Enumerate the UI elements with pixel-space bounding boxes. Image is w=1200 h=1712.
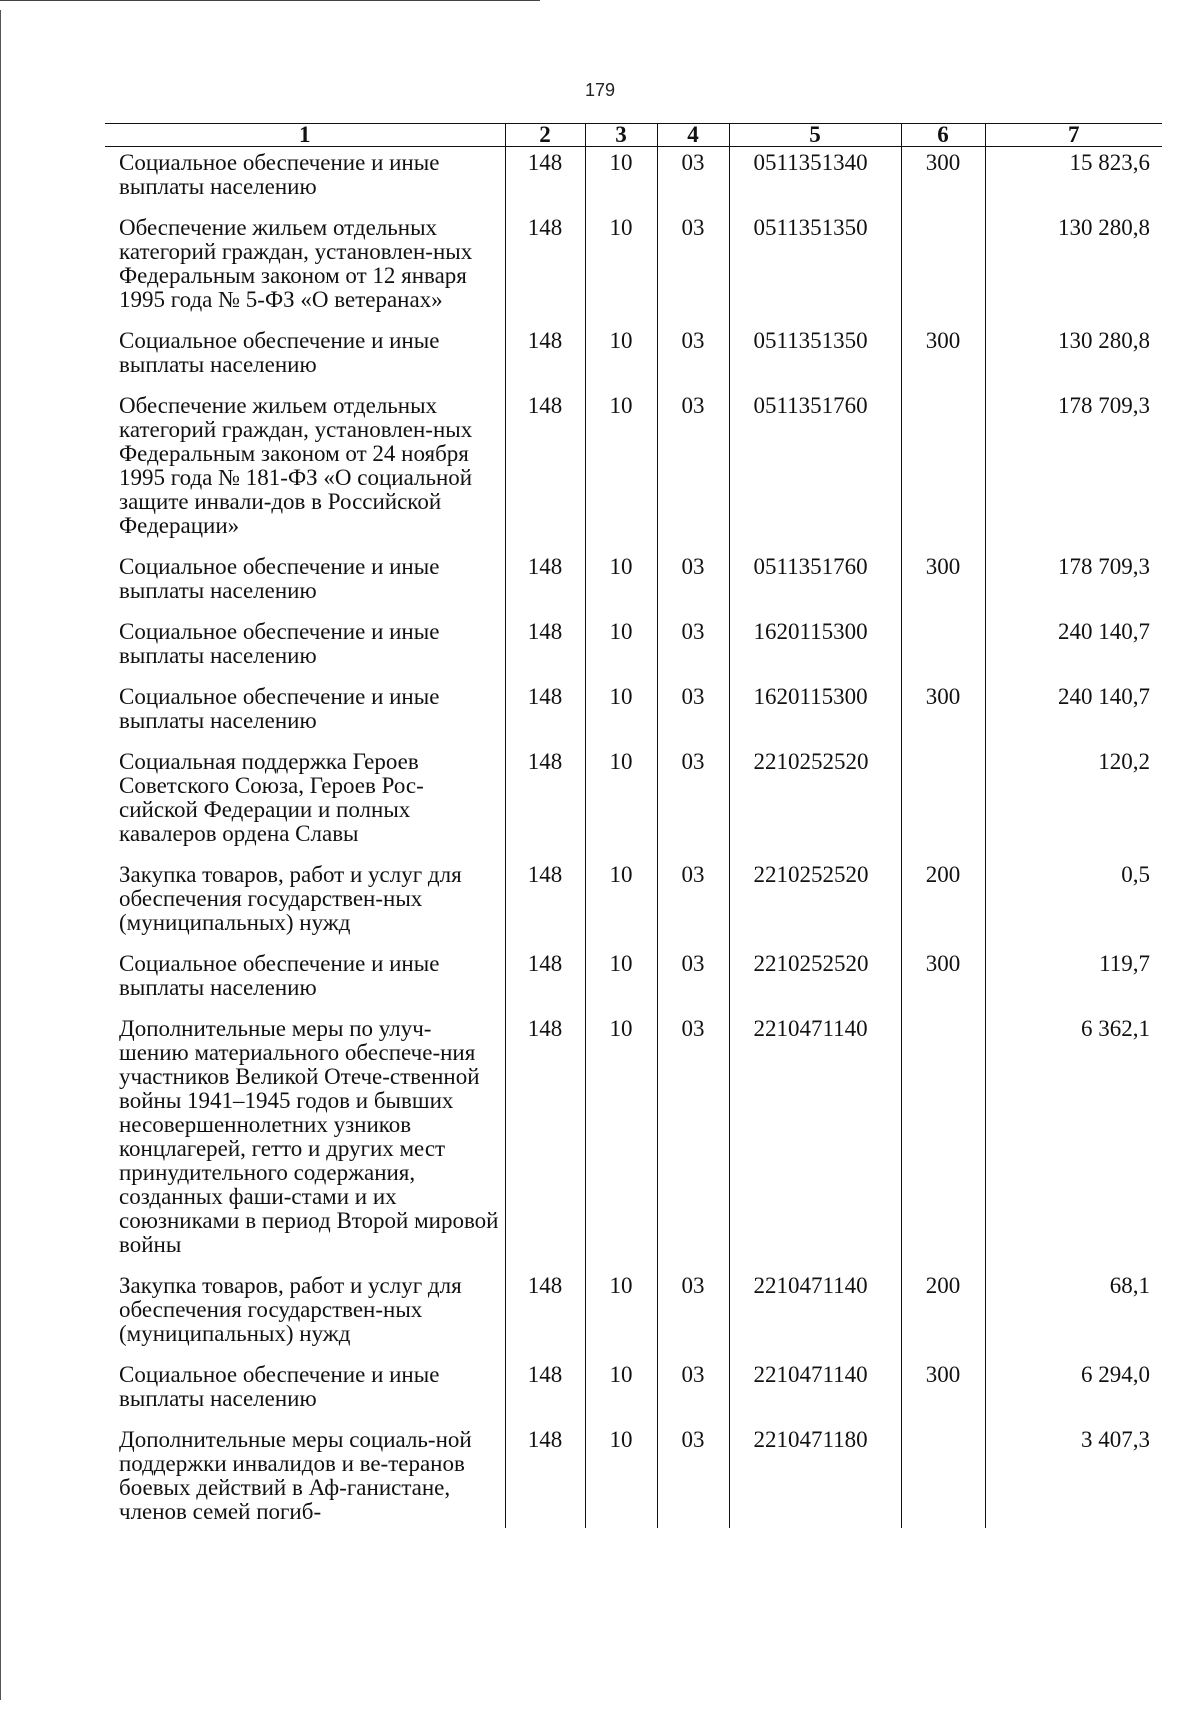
row-name-cell: Социальное обеспечение и иные выплаты населению — [119, 951, 440, 1000]
row-col6-cell — [901, 1017, 985, 1274]
row-col7-cell: 130 280,8 — [985, 329, 1162, 394]
row-name-cell: Закупка товаров, работ и услуг для обеспечения государствен-ных (муниципальных) нужд — [119, 862, 462, 935]
row-col3-cell: 10 — [585, 329, 657, 394]
row-col7-cell: 68,1 — [985, 1274, 1162, 1363]
row-col5-cell: 0511351340 — [729, 147, 901, 217]
row-col4-cell: 03 — [657, 147, 729, 217]
row-name-cell: Обеспечение жильем отдельных категорий граждан, установлен-ных Федеральным законом от 12 января 1995 года № 5-ФЗ «О ветеранах» — [119, 215, 473, 312]
row-col6-cell: 200 — [901, 863, 985, 952]
row-col3-cell: 10 — [585, 394, 657, 555]
table-row — [105, 1363, 1162, 1428]
row-col5-cell: 0511351350 — [729, 329, 901, 394]
row-col3-cell: 10 — [585, 1363, 657, 1428]
row-col5-cell: 2210252520 — [729, 863, 901, 952]
row-col4-cell: 03 — [657, 1017, 729, 1274]
row-col7-cell: 0,5 — [985, 863, 1162, 952]
row-col3-cell: 10 — [585, 620, 657, 685]
row-col4-cell: 03 — [657, 216, 729, 329]
row-col6-cell: 300 — [901, 147, 985, 217]
row-col2-cell: 148 — [505, 1428, 585, 1528]
row-col2-cell: 148 — [505, 620, 585, 685]
row-col4-cell: 03 — [657, 620, 729, 685]
row-col4-cell: 03 — [657, 750, 729, 863]
row-col3-cell: 10 — [585, 1017, 657, 1274]
table-row — [105, 1428, 1162, 1528]
row-col2-cell: 148 — [505, 1017, 585, 1274]
row-col6-cell — [901, 216, 985, 329]
row-col4-cell: 03 — [657, 685, 729, 750]
row-col5-cell: 1620115300 — [729, 685, 901, 750]
row-col2-cell: 148 — [505, 216, 585, 329]
column-header-1: 1 — [105, 124, 505, 147]
row-col5-cell: 2210471180 — [729, 1428, 901, 1528]
row-col7-cell: 240 140,7 — [985, 620, 1162, 685]
row-col5-cell: 0511351760 — [729, 555, 901, 620]
row-col2-cell: 148 — [505, 329, 585, 394]
row-name-cell: Дополнительные меры по улуч-шению материального обеспече-ния участников Великой Отече-ственной войны 1941–1945 годов и бывших несовершеннолетних узников концлагерей, гетто и других мест принудительного содержания, созданных фаши-стами и их союзниками в период Второй мировой войны — [119, 1016, 499, 1257]
table-row — [105, 863, 1162, 952]
row-col2-cell: 148 — [505, 952, 585, 1017]
row-col4-cell: 03 — [657, 952, 729, 1017]
row-col4-cell: 03 — [657, 394, 729, 555]
row-name-cell: Социальное обеспечение и иные выплаты населению — [119, 1362, 440, 1411]
row-col3-cell: 10 — [585, 1274, 657, 1363]
row-name-cell: Социальное обеспечение и иные выплаты населению — [119, 619, 440, 668]
row-col3-cell: 10 — [585, 685, 657, 750]
row-col7-cell: 178 709,3 — [985, 555, 1162, 620]
budget-table — [105, 123, 1162, 1528]
row-col7-cell: 6 362,1 — [985, 1017, 1162, 1274]
row-col2-cell: 148 — [505, 1363, 585, 1428]
row-name-cell: Закупка товаров, работ и услуг для обеспечения государствен-ных (муниципальных) нужд — [119, 1273, 462, 1346]
column-header-4: 4 — [657, 124, 729, 147]
table-header-row — [105, 124, 1162, 147]
table-row — [105, 685, 1162, 750]
row-col7-cell: 120,2 — [985, 750, 1162, 863]
column-header-6: 6 — [901, 124, 985, 147]
row-col4-cell: 03 — [657, 1274, 729, 1363]
row-col4-cell: 03 — [657, 555, 729, 620]
table-row — [105, 394, 1162, 555]
row-col7-cell: 178 709,3 — [985, 394, 1162, 555]
row-col7-cell: 240 140,7 — [985, 685, 1162, 750]
row-col4-cell: 03 — [657, 863, 729, 952]
row-col6-cell — [901, 394, 985, 555]
page-number: 179 — [584, 80, 616, 100]
row-col6-cell: 200 — [901, 1274, 985, 1363]
row-col5-cell: 1620115300 — [729, 620, 901, 685]
row-col5-cell: 0511351760 — [729, 394, 901, 555]
row-col2-cell: 148 — [505, 1274, 585, 1363]
row-name-cell: Дополнительные меры социаль-ной поддержки инвалидов и ве-теранов боевых действий в Аф-ганистане, членов семей погиб- — [119, 1427, 472, 1524]
column-header-7: 7 — [985, 124, 1162, 147]
row-col6-cell: 300 — [901, 329, 985, 394]
row-col4-cell: 03 — [657, 1428, 729, 1528]
row-col2-cell: 148 — [505, 147, 585, 217]
table-row — [105, 147, 1162, 217]
table-row — [105, 620, 1162, 685]
row-col6-cell: 300 — [901, 1363, 985, 1428]
row-col3-cell: 10 — [585, 952, 657, 1017]
row-col4-cell: 03 — [657, 1363, 729, 1428]
column-header-3: 3 — [585, 124, 657, 147]
row-col2-cell: 148 — [505, 863, 585, 952]
row-col7-cell: 3 407,3 — [985, 1428, 1162, 1528]
row-name-cell: Социальное обеспечение и иные выплаты населению — [119, 684, 440, 733]
row-col6-cell: 300 — [901, 685, 985, 750]
table-row — [105, 555, 1162, 620]
table-row — [105, 952, 1162, 1017]
row-name-cell: Социальное обеспечение и иные выплаты населению — [119, 150, 440, 199]
row-col5-cell: 2210471140 — [729, 1274, 901, 1363]
table-row — [105, 329, 1162, 394]
left-edge-rule — [0, 10, 1, 1700]
row-col6-cell — [901, 1428, 985, 1528]
row-col5-cell: 2210252520 — [729, 952, 901, 1017]
row-col7-cell: 119,7 — [985, 952, 1162, 1017]
row-name-cell: Социальная поддержка Героев Советского Союза, Героев Рос-сийской Федерации и полных кавалеров ордена Славы — [119, 749, 424, 846]
row-col6-cell — [901, 750, 985, 863]
row-col2-cell: 148 — [505, 750, 585, 863]
row-col6-cell: 300 — [901, 555, 985, 620]
row-col3-cell: 10 — [585, 147, 657, 217]
row-name-cell: Социальное обеспечение и иные выплаты населению — [119, 554, 440, 603]
top-edge-rule — [0, 0, 540, 1]
column-header-5: 5 — [729, 124, 901, 147]
row-col2-cell: 148 — [505, 394, 585, 555]
row-col3-cell: 10 — [585, 555, 657, 620]
row-col5-cell: 2210471140 — [729, 1363, 901, 1428]
row-col2-cell: 148 — [505, 555, 585, 620]
table-row — [105, 750, 1162, 863]
table-row — [105, 216, 1162, 329]
row-col7-cell: 130 280,8 — [985, 216, 1162, 329]
table-row — [105, 1274, 1162, 1363]
row-col5-cell: 2210471140 — [729, 1017, 901, 1274]
row-col5-cell: 0511351350 — [729, 216, 901, 329]
row-col5-cell: 2210252520 — [729, 750, 901, 863]
row-col7-cell: 6 294,0 — [985, 1363, 1162, 1428]
row-col3-cell: 10 — [585, 863, 657, 952]
row-col2-cell: 148 — [505, 685, 585, 750]
column-header-2: 2 — [505, 124, 585, 147]
row-col3-cell: 10 — [585, 750, 657, 863]
row-name-cell: Обеспечение жильем отдельных категорий граждан, установлен-ных Федеральным законом от 24 ноября 1995 года № 181-ФЗ «О социальной защите инвали-дов в Российской Федерации» — [119, 393, 473, 538]
table-row — [105, 1017, 1162, 1274]
row-name-cell: Социальное обеспечение и иные выплаты населению — [119, 328, 440, 377]
row-col6-cell: 300 — [901, 952, 985, 1017]
row-col6-cell — [901, 620, 985, 685]
row-col4-cell: 03 — [657, 329, 729, 394]
row-col3-cell: 10 — [585, 216, 657, 329]
row-col3-cell: 10 — [585, 1428, 657, 1528]
row-col7-cell: 15 823,6 — [985, 147, 1162, 217]
